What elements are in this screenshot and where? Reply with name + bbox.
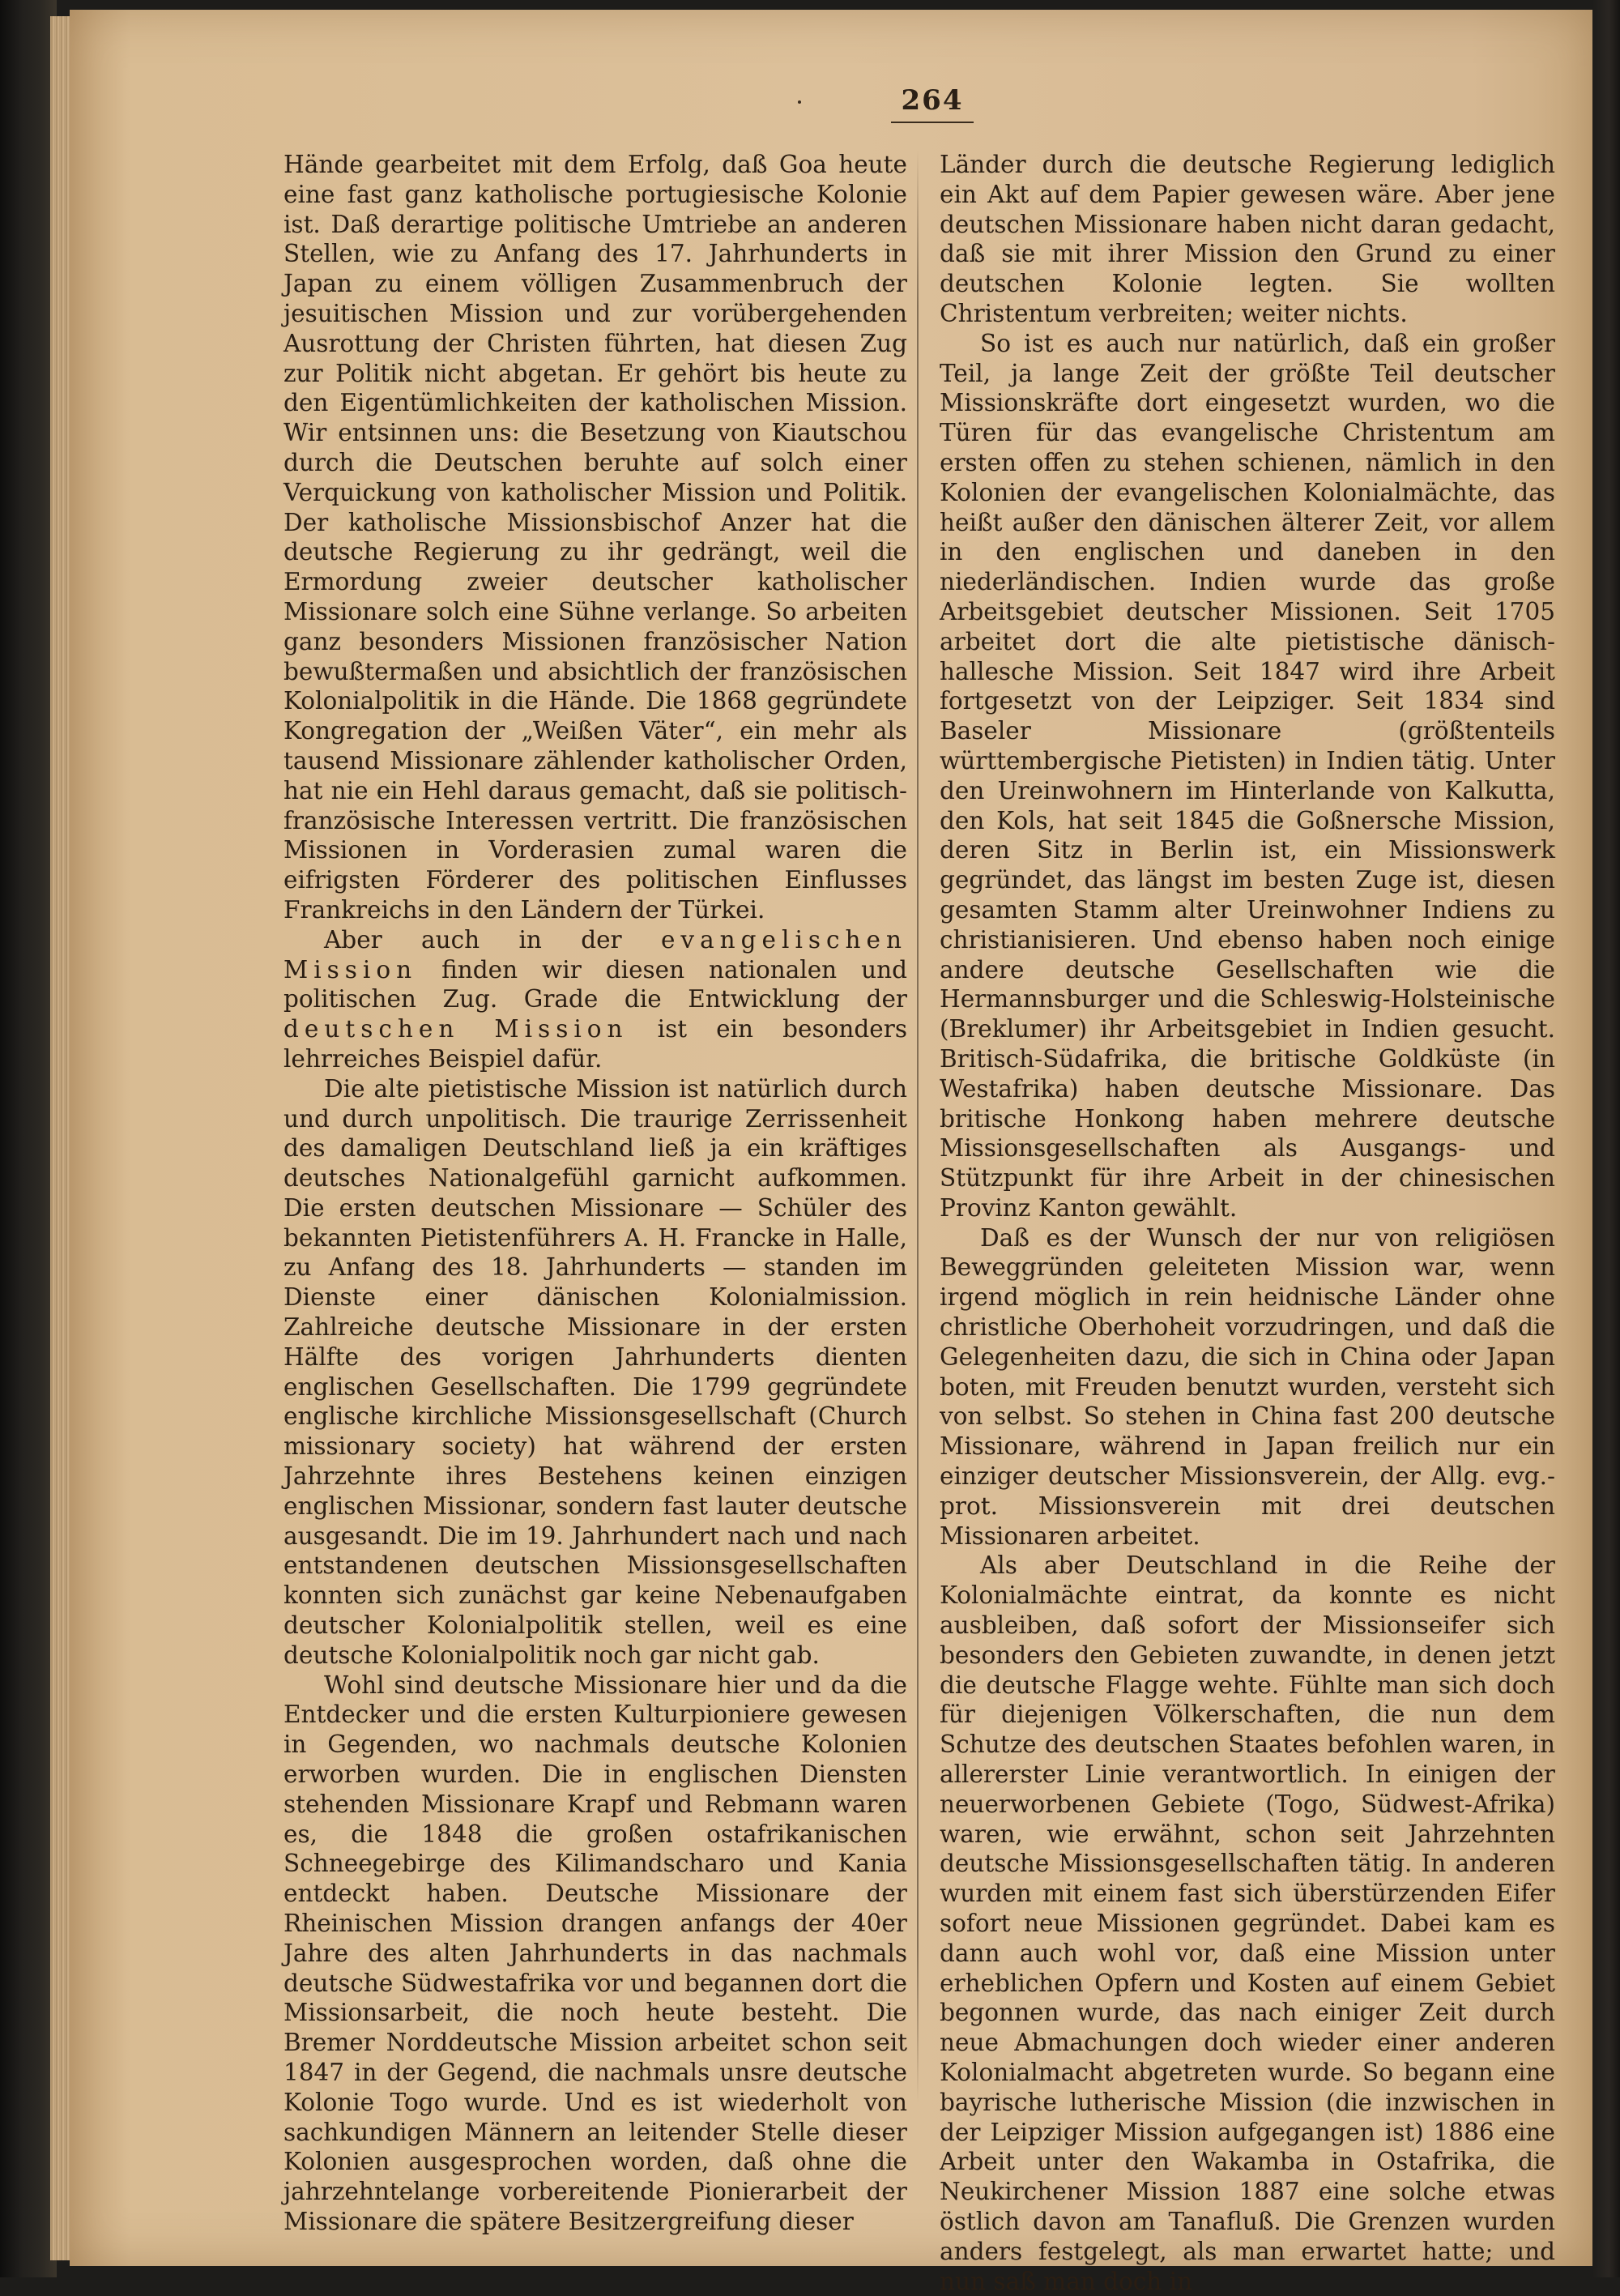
text-run: finden wir diesen nationalen und politischen Zug. Grade die Entwicklung der bbox=[284, 955, 907, 1014]
page-number-underline bbox=[891, 122, 974, 123]
right-shadow bbox=[1592, 0, 1620, 2277]
emphasis-spaced: deutschen Mission bbox=[284, 1015, 629, 1043]
paragraph: Hände gearbeitet mit dem Erfolg, daß Goa heute eine fast ganz katholische portugiesische Kolonie ist. Daß derartige politische Umtriebe an anderen Stellen, wie zu Anfang des 17. Jahrhunderts in Japan zu einem völligen Zusammenbruch der jesuitischen Mission und zur vorübergehenden Ausrottung der Christen führten, hat diesen Zug zur Politik nicht abgetan. Er gehört bis heute zu den Eigentümlichkeiten der katholischen Mission. Wir entsinnen uns: die Besetzung von Kiautschou durch die Deutschen beruhte auf solch einer Verquickung von katholischer Mission und Politik. Der katholische Missionsbischof Anzer hat die deutsche Regierung zu ihr gedrängt, weil die Ermordung zweier deutscher katholischer Missionare solch eine Sühne verlange. So arbeiten ganz besonders Missionen französischer Nation bewußtermaßen und absichtlich der französischen Kolonialpolitik in die Hände. Die 1868 gegründete Kongregation der „Weißen Väter“, ein mehr als tausend Missionare zählender katholischer Orden, hat nie ein Hehl daraus gemacht, daß sie politisch-französische Interessen vertritt. Die französischen Missionen in Vorderasien zumal waren die eifrigsten Förderer des politischen Einflusses Frankreichs in den Ländern der Türkei. bbox=[284, 151, 907, 924]
page-edges bbox=[50, 16, 71, 2260]
left-column bbox=[284, 150, 907, 2235]
emphasis-spaced: evangelischen Mission bbox=[284, 925, 907, 984]
ink-dot bbox=[798, 100, 801, 104]
paragraph: Daß es der Wunsch der nur von religiösen Beweggründen geleiteten Mission war, wenn irgend möglich in rein heidnische Länder ohne christliche Oberhoheit vorzudringen, und daß die Gelegenheiten dazu, die sich in China oder Japan boten, mit Freuden benutzt wurden, versteht sich von selbst. So stehen in China fast 200 deutsche Missionare, während in Japan freilich nur ein einziger deutscher Missionsverein, der Allg. evg.-prot. Missionsverein mit drei deutschen Missionaren arbeitet. bbox=[940, 1223, 1555, 1550]
right-column bbox=[940, 150, 1555, 2295]
text-run: ist ein besonders lehrreiches Beispiel dafür. bbox=[284, 1015, 907, 1073]
paragraph: Als aber Deutschland in die Reihe der Kolonialmächte eintrat, da konnte es nicht ausbleiben, daß sofort der Missionseifer sich besonders den Gebieten zuwandte, in denen jetzt die deutsche Flagge wehte. Fühlte man sich doch für diejenigen Völkerschaften, die nun dem Schutze des deutschen Staates befohlen waren, in allererster Linie verantwortlich. In einigen der neuerworbenen Gebiete (Togo, Südwest-Afrika) waren, wie erwähnt, schon seit Jahrzehnten deutsche Missionsgesellschaften tätig. In anderen wurden mit einem fast sich überstürzenden Eifer sofort neue Missionen gegründet. Dabei kam es dann auch wohl vor, daß eine Mission unter erheblichen Opfern und Kosten auf einem Gebiet begonnen wurde, das nach einiger Zeit durch neue Abmachungen doch wieder einer anderen Kolonialmacht abgetreten wurde. So begann eine bayrische lutherische Mission (die inzwischen in der Leipziger Mission aufgegangen ist) 1886 eine Arbeit unter den Wakamba in Ostafrika, die Neukirchener Mission 1887 eine solche etwas östlich davon am Tanafluß. Die Grenzen wurden anders festgelegt, als man erwartet hatte; und nun saß man doch in bbox=[940, 1551, 1555, 2295]
book-spine bbox=[0, 0, 57, 2277]
column-divider bbox=[917, 150, 919, 2102]
text-run: Aber auch in der bbox=[324, 925, 661, 954]
page-number: 264 bbox=[901, 84, 964, 117]
paragraph: Die alte pietistische Mission ist natürlich durch und durch unpolitisch. Die traurige Zerrissenheit des damaligen Deutschland ließ ja ein kräftiges deutsches Nationalgefühl garnicht aufkommen. Die ersten deutschen Missionare — Schüler des bekannten Pietistenführers A. H. Francke in Halle, zu Anfang des 18. Jahrhunderts — standen im Dienste einer dänischen Kolonialmission. Zahlreiche deutsche Missionare in der ersten Hälfte des vorigen Jahrhunderts dienten englischen Gesellschaften. Die 1799 gegründete englische kirchliche Missionsgesellschaft (Church missionary society) hat während der ersten Jahrzehnte ihres Bestehens keinen einzigen englischen Missionar, sondern fast lauter deutsche ausgesandt. Die im 19. Jahrhundert nach und nach entstandenen deutschen Missionsgesellschaften konnten sich zunächst gar keine Nebenaufgaben deutscher Kolonialpolitik stellen, weil es eine deutsche Kolonialpolitik noch gar nicht gab. bbox=[284, 1074, 907, 1669]
paragraph: So ist es auch nur natürlich, daß ein großer Teil, ja lange Zeit der größte Teil deutscher Missionskräfte dort eingesetzt wurden, wo die Türen für das evangelische Christentum am ersten offen zu stehen schienen, nämlich in den Kolonien der evangelischen Kolonialmächte, das heißt außer den dänischen älterer Zeit, vor allem in den englischen und daneben in den niederländischen. Indien wurde das große Arbeitsgebiet deutscher Missionen. Seit 1705 arbeitet dort die alte pietistische dänisch-hallesche Mission. Seit 1847 wird ihre Arbeit fortgesetzt von der Leipziger. Seit 1834 sind Baseler Missionare (größtenteils württembergische Pietisten) in Indien tätig. Unter den Ureinwohnern im Hinterlande von Kalkutta, den Kols, hat seit 1845 die Goßnersche Mission, deren Sitz in Berlin ist, ein Missionswerk gegründet, das längst im besten Zuge ist, diesen gesamten Stamm alter Ureinwohner Indiens zu christianisieren. Und ebenso haben noch einige andere deutsche Gesellschaften wie die Hermannsburger und die Schleswig-Holsteinische (Breklumer) ihr Arbeitsgebiet in Indien gesucht. Britisch-Südafrika, die britische Goldküste (in Westafrika) haben deutsche Missionare. Das britische Honkong haben mehrere deutsche Missionsgesellschaften als Ausgangs- und Stützpunkt für ihre Arbeit in der chinesischen Provinz Kanton gewählt. bbox=[940, 329, 1555, 1222]
paragraph: Länder durch die deutsche Regierung lediglich ein Akt auf dem Papier gewesen wäre. Aber jene deutschen Missionare haben nicht daran gedacht, daß sie mit ihrer Mission den Grund zu einer deutschen Kolonie legten. Sie wollten Christentum verbreiten; weiter nichts. bbox=[940, 151, 1555, 327]
paragraph: Wohl sind deutsche Missionare hier und da die Entdecker und die ersten Kulturpioniere gewesen in Gegenden, wo nachmals deutsche Kolonien erworben wurden. Die in englischen Diensten stehenden Missionare Krapf und Rebmann waren es, die 1848 die großen ostafrikanischen Schneegebirge des Kilimandscharo und Kania entdeckt haben. Deutsche Missionare der Rheinischen Mission drangen anfangs der 40er Jahre des alten Jahrhunderts in das nachmals deutsche Südwestafrika vor und begannen dort die Missionsarbeit, die noch heute besteht. Die Bremer Norddeutsche Mission arbeitet schon seit 1847 in der Gegend, die nachmals unsre deutsche Kolonie Togo wurde. Und es ist wiederholt von sachkundigen Männern an leitender Stelle dieser Kolonien ausgesprochen worden, daß ohne die jahrzehntelange vorbereitende Pionierarbeit der Missionare die spätere Besitzergreifung dieser bbox=[284, 1671, 907, 2235]
paragraph bbox=[284, 925, 907, 1074]
